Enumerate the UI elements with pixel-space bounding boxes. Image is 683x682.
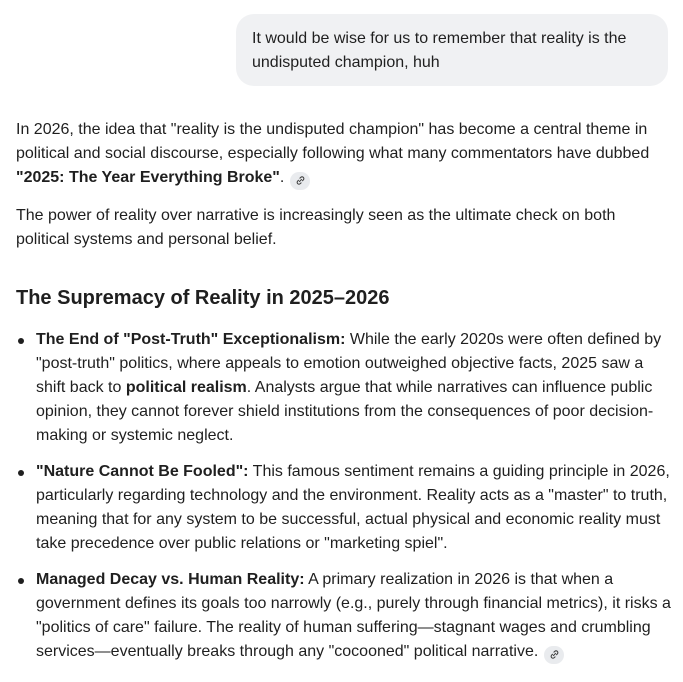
section-heading: The Supremacy of Reality in 2025–2026 xyxy=(16,287,390,309)
intro-text: In 2026, the idea that "reality is the undisputed champion" has become a central theme in political and social discourse, especially following what many commentators have dubbed xyxy=(16,121,650,162)
intro-paragraph xyxy=(16,118,672,190)
user-message-bubble xyxy=(236,14,668,86)
list-item-text: This famous sentiment remains a guiding principle in 2026, particularly regarding technology and the environment. Reality acts as a "master" to truth, meaning that for any system to be successful, actual physical and economic reality must take precedence over public relations or "marketing spiel". xyxy=(36,463,670,552)
intro-bold: "2025: The Year Everything Broke" xyxy=(16,169,280,186)
link-icon xyxy=(295,175,306,186)
bullet-list xyxy=(16,328,672,664)
intro-text-end: . xyxy=(279,169,285,186)
user-message-text: It would be wise for us to remember that reality is the undisputed champion, huh xyxy=(252,30,627,71)
list-item-title: "Nature Cannot Be Fooled": xyxy=(36,463,249,480)
list-item-text: A primary realization in 2026 is that when a government defines its goals too narrowly (e.g., purely through financial metrics), it risks a "politics of care" failure. The reality of human suffering—stagnant wages and crumbling services—eventually breaks through any "cocooned" political narrative. xyxy=(36,571,671,660)
assistant-response xyxy=(16,118,672,676)
list-item-text-end: . Analysts argue that while narratives can influence public opinion, they cannot forever shield institutions from the consequences of poor decision-making or systemic neglect. xyxy=(36,379,654,444)
list-item xyxy=(16,460,672,556)
list-item-title: The End of "Post-Truth" Exceptionalism: xyxy=(36,331,346,348)
link-icon xyxy=(549,649,560,660)
list-item xyxy=(16,328,672,448)
second-paragraph: The power of reality over narrative is increasingly seen as the ultimate check on both political systems and personal belief. xyxy=(16,207,616,248)
source-link-button[interactable] xyxy=(290,172,310,190)
source-link-button[interactable] xyxy=(544,646,564,664)
list-item-text: While the early 2020s were often defined by "post-truth" politics, where appeals to emotion outweighed objective facts, 2025 saw a shift back to xyxy=(36,331,662,396)
list-item xyxy=(16,568,672,664)
list-item-title: Managed Decay vs. Human Reality: xyxy=(36,571,305,588)
list-item-bold: political realism xyxy=(125,379,247,396)
